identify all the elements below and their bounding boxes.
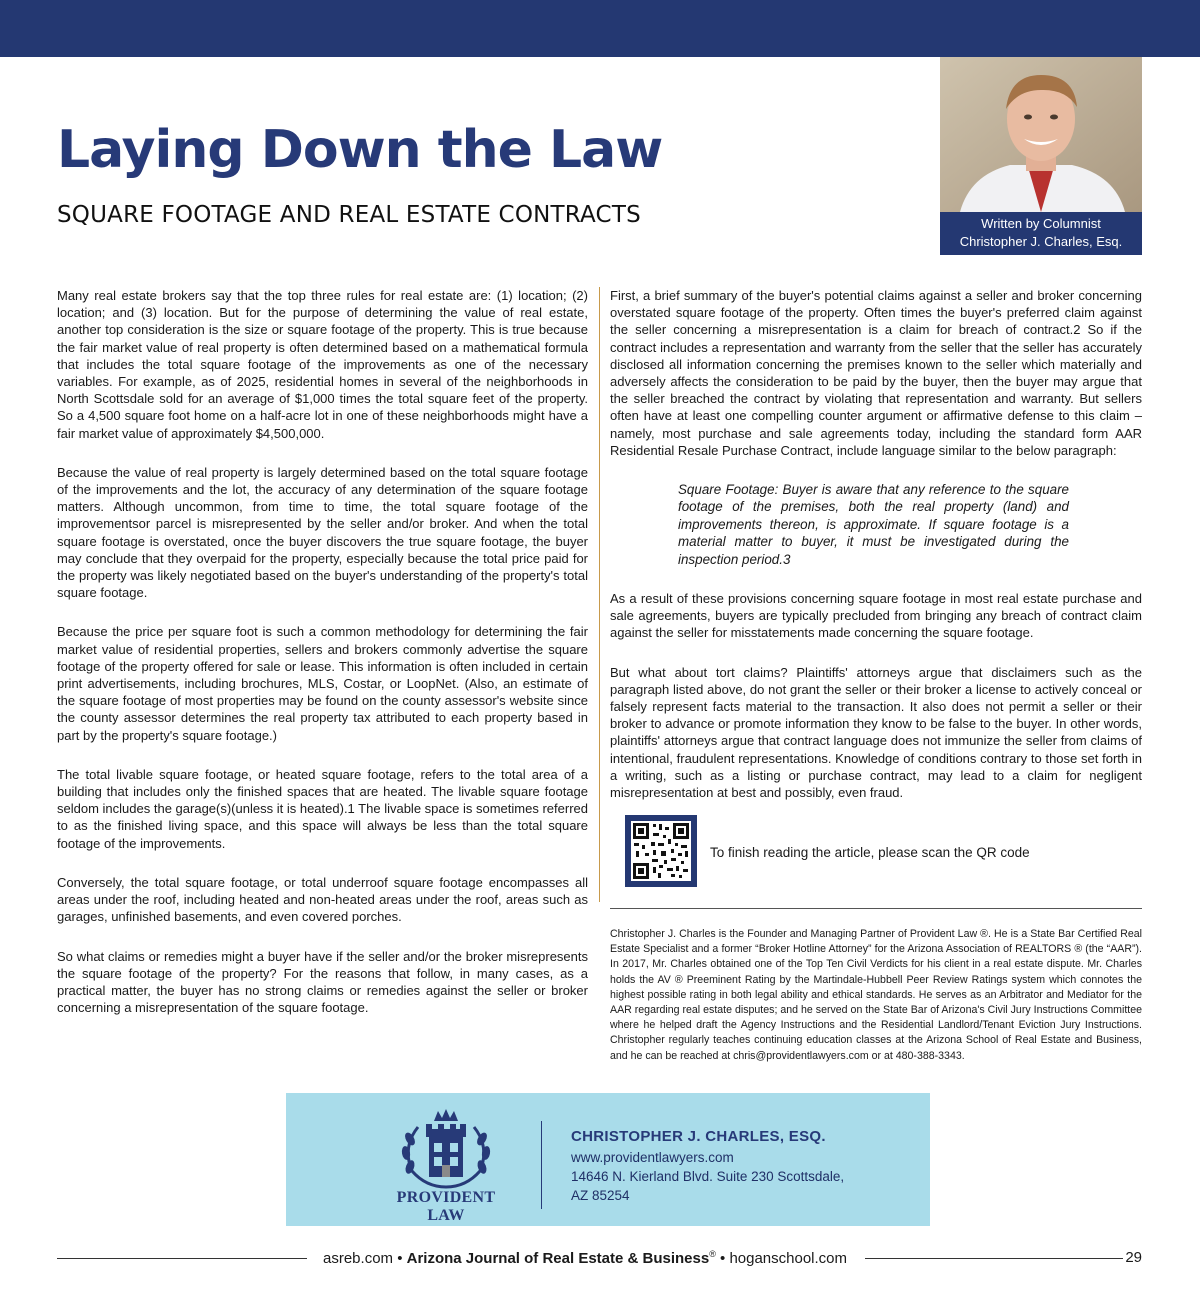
author-bio: Christopher J. Charles is the Founder and Managing Partner of Provident Law ®. He is a State Bar Certified Real Estate Specialist and a former “Broker Hotline Attorney” for the Arizona Association of REALTORS ® (the “AAR”). In 2017, Mr. Charles obtained one of the Top Ten Civil Verdicts for his client in a real estate dispute. Mr. Charles holds the AV ® Preeminent Rating by the Martindale-Hubbell Peer Review Ratings system which connotes the highest possible rating in both legal ability and ethical standards. He serves as an Arbitrator and Mediator for the AAR regarding real estate disputes; and he served on the State Bar of Arizona's Civil Jury Instructions Committee where he helped draft the Agency Instructions and the Residential Landlord/Tenant Eviction Jury Instructions. Christopher regularly teaches continuing education classes at the Arizona School of Real Estate and Business, and he can be reached at chris@providentlawyers.com or at 480-388-3343. — [610, 928, 1142, 1062]
paragraph: The total livable square footage, or heated square footage, refers to the total area of a building that includes only the finished spaces that are heated. The livable square footage seldom includes the garage(s)(unless it is heated).1 The livable space is sometimes referred to as the finished living space, and this space will always be less than the total square footage of the improvements. — [57, 766, 588, 851]
top-header-bar — [0, 0, 1200, 57]
bio-divider — [610, 908, 1142, 909]
footer-site-2[interactable]: hoganschool.com — [729, 1250, 848, 1267]
provident-law-logo — [396, 1107, 496, 1224]
footer-rule-left — [57, 1258, 307, 1259]
contact-address-line-2: AZ 85254 — [571, 1188, 630, 1203]
footer-rule-right — [865, 1258, 1123, 1259]
footer-center-text — [323, 1249, 847, 1267]
article-subtitle: SQUARE FOOTAGE AND REAL ESTATE CONTRACTS — [57, 202, 641, 228]
logo-text: PROVIDENT LAW — [396, 1189, 496, 1224]
caption-line-2: Christopher J. Charles, Esq. — [959, 234, 1123, 249]
caption-line-1: Written by Columnist — [981, 216, 1101, 231]
footer-bullet: • — [397, 1250, 407, 1267]
page-footer — [57, 1248, 1142, 1268]
banner-contact-info — [571, 1127, 844, 1205]
paragraph: Conversely, the total square footage, or total underroof square footage encompasses all areas under the roof, including heated and non-heated areas under the roof, areas such as garages, unfinished basements, and even covered porches. — [57, 874, 588, 925]
paragraph: Many real estate brokers say that the top three rules for real estate are: (1) location; (2) location; and (3) location. But for the purpose of determining the value of real estate, another top consideration is the size or square footage of the property. This is true because the fair market value of real property is often determined based on a mathematical formula that includes the total square footage of the improvements as one of the necessary variables. For example, as of 2025, residential homes in several of the neighborhoods in North Scottsdale sold for an average of $1,000 times the total square feet of the property. So a 4,500 square foot home on a half-acre lot in one of these neighborhoods might have a fair market value of approximately $4,500,000. — [57, 288, 588, 441]
paragraph: Because the value of real property is largely determined based on the total square footage of the improvements and the lot, the accuracy of any determination of the square footage matters. Although uncommon, from time to time, the total square footage of the improvementsor parcel is misrepresented by the seller and/or broker. And when the total square footage is overstated, once the buyer discovers the true square footage, the buyer may conclude that they overpaid for the property, especially because the total price paid for the property was likely negotiated based on the buyer's understanding of the property's total square footage. — [57, 464, 588, 601]
contact-website[interactable]: www.providentlawyers.com — [571, 1150, 734, 1165]
page-number: 29 — [1125, 1249, 1142, 1266]
footer-registered-mark: ® — [709, 1249, 716, 1259]
paragraph: But what about tort claims? Plaintiffs' attorneys argue that disclaimers such as the paragraph listed above, do not grant the seller or their broker a license to actively conceal or falsely represent facts material to the transaction. It also does not permit a seller or their broker to advance or promote information they know to be false to the buyer. In other words, plaintiffs' attorneys argue that contract language does not immunize the seller from claims of intentional, fraudulent representations. Knowledge of conditions contrary to those set forth in a writing, such as a listing or purchase contract, may lead to a claim for negligent misrepresentation at best and possibly, even fraud. — [610, 664, 1142, 801]
banner-divider — [541, 1121, 542, 1209]
contact-address-line-1: 14646 N. Kierland Blvd. Suite 230 Scottsdale, — [571, 1169, 845, 1184]
footer-journal-name: Arizona Journal of Real Estate & Business — [406, 1250, 710, 1267]
advertiser-banner — [286, 1093, 930, 1226]
qr-instruction: To finish reading the article, please scan the QR code — [710, 845, 1030, 860]
right-column — [610, 287, 1142, 823]
article-title: Laying Down the Law — [57, 120, 663, 180]
author-caption — [940, 212, 1142, 255]
paragraph: First, a brief summary of the buyer's potential claims against a seller and broker concerning overstated square footage of the property. Often times the buyer's preferred claim against the seller concerning a misrepresentation is a claim for breach of contract.2 So if the contract includes a representation and warranty from the seller that the seller has accurately disclosed all information concerning the premises known to the seller which materially and adversely affects the consideration to be paid by the buyer, then the buyer may argue that the seller breached the contract by violating that representation and warranty. But sellers often have at least one compelling counter argument or affirmative defense to this claim – namely, most purchase and sale agreements today, including the standard form AAR Residential Resale Purchase Contract, include language similar to the below paragraph: — [610, 288, 1142, 458]
author-photo — [940, 57, 1142, 212]
left-column — [57, 287, 588, 1038]
paragraph: Because the price per square foot is such a common methodology for determining the fair market value of residential properties, sellers and brokers commonly advertise the square footage of the property offered for sale or lease. This information is often included in certain print advertisements, including brochures, MLS, Costar, or LoopNet. (Also, an estimate of the square footage of most properties may be found on the county assessor's website since the county assessor determines the real property tax attributed to each property based in part by the property's square footage.) — [57, 624, 588, 743]
paragraph: As a result of these provisions concerning square footage in most real estate purchase and sale agreements, buyers are typically precluded from bringing any breach of contract claim against the seller for misstatements made concerning the square footage. — [610, 591, 1142, 641]
footer-site-1[interactable]: asreb.com — [323, 1250, 394, 1267]
contract-quote: Square Footage: Buyer is aware that any reference to the square footage of the premises, both the real property (land) and improvements thereon, is approximate. If square footage is a material matter to buyer, it must be investigated during the inspection period.3 — [678, 482, 1069, 567]
qr-section — [625, 815, 1142, 888]
paragraph: So what claims or remedies might a buyer have if the seller and/or the broker misrepresents the square footage of the property? For the reasons that follow, in many cases, as a practical matter, the buyer has no strong claims or remedies against the seller or broker concerning a misrepresentation of the square footage. — [57, 948, 588, 1016]
qr-code[interactable] — [625, 815, 697, 887]
contact-name: CHRISTOPHER J. CHARLES, ESQ. — [571, 1128, 826, 1145]
column-divider — [599, 287, 600, 902]
author-photo-box — [940, 57, 1142, 255]
footer-bullet: • — [720, 1250, 730, 1267]
